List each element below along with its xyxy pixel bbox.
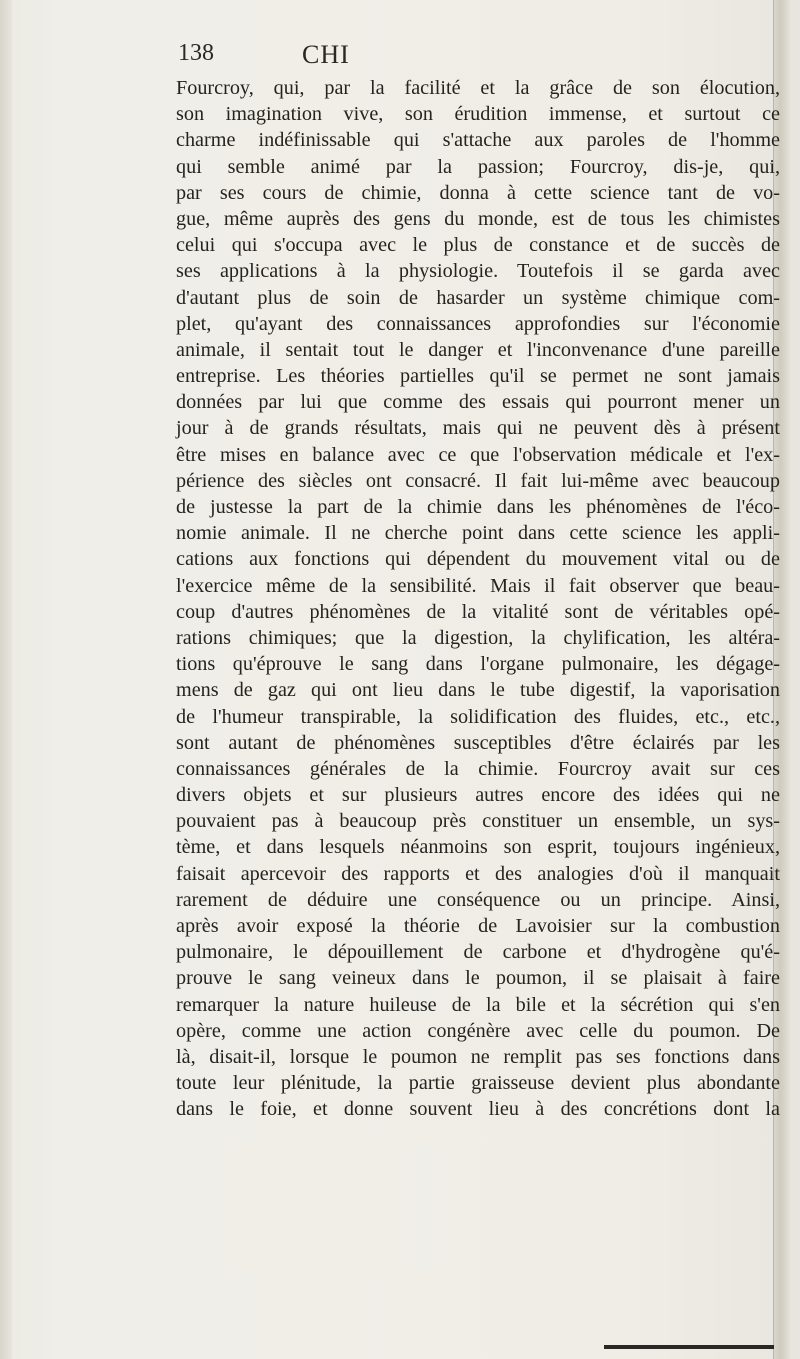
page-left-edge xyxy=(0,0,12,1359)
text-line: opère, comme une action congénère avec celle du poumon. De xyxy=(176,1019,780,1042)
text-line: remarquer la nature huileuse de la bile et la sécrétion qui s'en xyxy=(176,993,780,1016)
text-line: dans le foie, et donne souvent lieu à des concrétions dont la xyxy=(176,1098,780,1121)
text-line: données par lui que comme des essais qui pourront mener un xyxy=(176,391,780,414)
text-line: de justesse la part de la chimie dans les phénomènes de l'éco- xyxy=(176,496,780,518)
bottom-rule xyxy=(604,1345,774,1349)
text-line: rations chimiques; que la digestion, la chylification, les altéra- xyxy=(176,626,780,649)
text-line: périence des siècles ont consacré. Il fait lui-même avec beaucoup xyxy=(176,469,780,492)
page-number: 138 xyxy=(178,40,214,66)
text-line: par ses cours de chimie, donna à cette science tant de vo- xyxy=(176,181,780,204)
text-line: être mises en balance avec ce que l'observation médicale et l'ex- xyxy=(176,443,780,466)
text-line: charme indéfinissable qui s'attache aux paroles de l'homme xyxy=(176,129,780,152)
text-line: ses applications à la physiologie. Toutefois il se garda avec xyxy=(176,260,780,283)
text-line: d'autant plus de soin de hasarder un système chimique com- xyxy=(176,286,780,309)
text-line: là, disait-il, lorsque le poumon ne remplit pas ses fonctions dans xyxy=(176,1045,780,1068)
running-head: CHI xyxy=(302,40,350,69)
body-text xyxy=(176,75,780,1123)
text-line: cations aux fonctions qui dépendent du mouvement vital ou de xyxy=(176,548,780,571)
text-line: tème, et dans lesquels néanmoins son esprit, toujours ingénieux, xyxy=(176,836,780,859)
text-line: toute leur plénitude, la partie graisseuse devient plus abondante xyxy=(176,1072,780,1095)
text-line: divers objets et sur plusieurs autres encore des idées qui ne xyxy=(176,784,780,807)
text-line: faisait apercevoir des rapports et des analogies d'où il manquait xyxy=(176,862,780,885)
text-line: pouvaient pas à beaucoup près constituer un ensemble, un sys- xyxy=(176,810,780,833)
page-header xyxy=(178,40,628,74)
text-line: rarement de déduire une conséquence ou un principe. Ainsi, xyxy=(176,888,780,911)
text-line: sont autant de phénomènes susceptibles d'être éclairés par les xyxy=(176,731,780,754)
text-line: tions qu'éprouve le sang dans l'organe pulmonaire, les dégage- xyxy=(176,653,780,676)
text-line: qui semble animé par la passion; Fourcroy, dis-je, qui, xyxy=(176,155,780,178)
text-line: celui qui s'occupa avec le plus de constance et de succès de xyxy=(176,234,780,257)
text-line: l'exercice même de la sensibilité. Mais il fait observer que beau- xyxy=(176,574,780,597)
text-line: nomie animale. Il ne cherche point dans cette science les appli- xyxy=(176,522,780,545)
text-line: Fourcroy, qui, par la facilité et la grâce de son élocution, xyxy=(176,77,780,99)
text-line: entreprise. Les théories partielles qu'il se permet ne sont jamais xyxy=(176,365,780,388)
text-line: prouve le sang veineux dans le poumon, il se plaisait à faire xyxy=(176,967,780,990)
text-line: après avoir exposé la théorie de Lavoisier sur la combustion xyxy=(176,915,780,937)
text-line: pulmonaire, le dépouillement de carbone et d'hydrogène qu'é- xyxy=(176,941,780,964)
text-line: plet, qu'ayant des connaissances approfondies sur l'économie xyxy=(176,312,780,335)
text-line: mens de gaz qui ont lieu dans le tube digestif, la vaporisation xyxy=(176,679,780,702)
text-line: animale, il sentait tout le danger et l'inconvenance d'une pareille xyxy=(176,338,780,361)
text-line: son imagination vive, son érudition immense, et surtout ce xyxy=(176,103,780,126)
text-line: coup d'autres phénomènes de la vitalité sont de véritables opé- xyxy=(176,600,780,623)
text-line: de l'humeur transpirable, la solidification des fluides, etc., etc., xyxy=(176,705,780,728)
text-line: gue, même auprès des gens du monde, est de tous les chimistes xyxy=(176,207,780,230)
text-line: connaissances générales de la chimie. Fourcroy avait sur ces xyxy=(176,757,780,780)
text-line: jour à de grands résultats, mais qui ne peuvent dès à présent xyxy=(176,417,780,440)
